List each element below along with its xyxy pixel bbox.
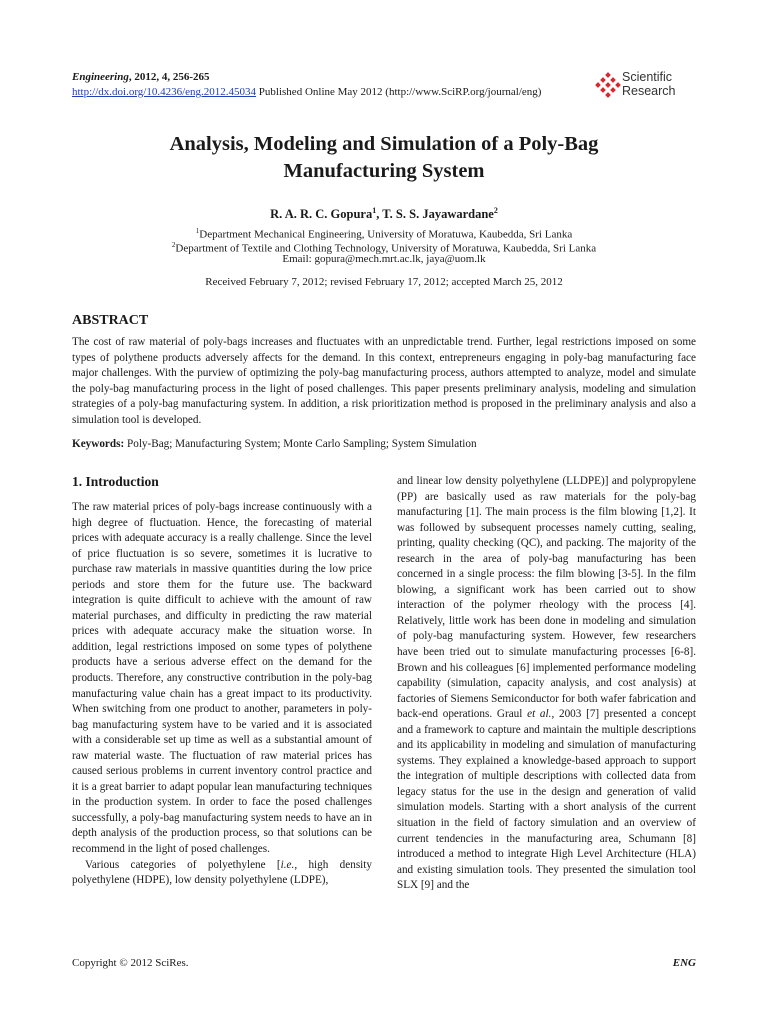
- affiliation-1: $^1$Department Mechanical Engineering, University of Moratuwa, Kaubedda, Sri Lanka: [195, 227, 573, 241]
- section-heading-introduction: 1. Introduction: [72, 474, 159, 489]
- left-column: [72, 500, 372, 889]
- received-dates: Received February 7, 2012; revised February 17, 2012; accepted March 25, 2012: [205, 276, 563, 288]
- paragraph-1: The raw material prices of poly-bags increase continuously with a high degree of fluctuation. Hence, the forecasting of material prices with adequate accuracy is a really challenge. Since the level of price fluctuation is so severe, sometimes it is lucrative to purchase raw materials in massive quantities during the low price periods and store them for the future use. The backward integration is quite difficult to achieve with the amount of raw material purchases, and difficulty in predicting the raw material prices with adequate accuracy make the situation worse. In addition, legal restrictions imposed on some types of polythene products have a serious adverse effect on the demand for the products. Therefore, any constructive contribution in the poly-bag manufacturing value chain has a great impact to its productivity. When switching from one product to another, parameters in poly-bag manufacturing system have to be varied and it is associated with a considerable set up time as well as a substantial amount of raw material waste. The fluctuation of raw material prices has caused serious problems in current inventory control practice and it is a great barrier to adapt popular lean manufacturing techniques in the production system. In order to face the posed challenges successfully, a poly-bag manufacturing system needs to have an in depth analysis of the production process, so that solutions can be recommend in the light of posed challenges.: [72, 501, 372, 856]
- paper-title: Analysis, Modeling and Simulation of a Poly-Bag Manufacturing System: [169, 133, 599, 182]
- publisher-logo: [595, 70, 705, 102]
- right-column: [397, 474, 696, 894]
- paragraph-3: and linear low density polyethylene (LLDPE)] and polypropylene (PP) are basically used as raw materials for the poly-bag manufacturing [1]. The main process is the film blowing [1,2]. It was followed by subsequent processes namely cutting, sealing, printing, quality checking (QC), and packing. The majority of the research in the area of poly-bag manufacturing has been concerned in a single process: the film blowing [3-5]. In the film blowing, a significant work has been carried out to show interaction of the polymer rheology with the process [4]. Relatively, little work has been done in modeling and simulation of poly-bag manufacturing system. However, few researchers have been tried out to simulate manufacturing processes [6-8]. Brown and his colleagues [6] implemented performance modeling capability (simulation, capacity analysis, and cost analysis) at factories of Siemens Semiconductor for both wafer fabrication and back-end operations. Graul et al., 2003 [7] presented a concept and a framework to capture and maintain the multiple descriptions and its applicability in modeling and simulation of manufacturing systems. They explained a knowledge-based approach to support the integration of multiple descriptions with collected data from legacy status for the use in the design and generation of valid simulation models. Starting with a short analysis of the current situation in the field of factory simulation and an overview of current tendencies in the manufacturing area, Schumann [8] introduced a method to integrate High Level Architecture (HLA) and existing simulation tools. They presented the simulation tool SLX [9] and the: [397, 475, 696, 892]
- author-list: R. A. R. C. Gopura$^1$, T. S. S. Jayawardane$^2$: [270, 206, 498, 222]
- abstract-text: The cost of raw material of poly-bags increases and fluctuates with an unpredictable trend. Further, legal restrictions imposed on some types of polythene products adversely affects for the demand. In this context, entrepreneurs engaging in poly-bag manufacturing face major challenges. With the purview of optimizing the poly-bag manufacturing process, authors attempted to analyze, model and simulate the poly-bag manufacturing process in the light of posed challenges. This paper presents preliminary analysis, modeling and simulation strategies of a poly-bag manufacturing system. In addition, a risk prioritization method is proposed in the preliminary analysis and also a simulation tool is developed.: [72, 336, 696, 426]
- journal-abbreviation: ENG: [672, 957, 696, 969]
- affiliation-2: $^2$Department of Textile and Clothing Technology, University of Moratuwa, Kaubedda, Sri Lanka: [171, 241, 597, 255]
- author-email: Email: gopura@mech.mrt.ac.lk, jaya@uom.lk: [282, 253, 486, 265]
- doi-link[interactable]: http://dx.doi.org/10.4236/eng.2012.45034: [72, 86, 257, 98]
- paragraph-2: Various categories of polyethylene [i.e., high density polyethylene (HDPE), low density polyethylene (LDPE),: [72, 858, 372, 887]
- copyright: Copyright © 2012 SciRes.: [72, 957, 189, 969]
- published-info: Published Online May 2012 (http://www.SciRP.org/journal/eng): [256, 86, 542, 98]
- logo-text: Scientific Research: [622, 70, 676, 98]
- page-footer: [72, 957, 696, 969]
- keywords: Keywords: Poly-Bag; Manufacturing System; Monte Carlo Sampling; System Simulation: [72, 438, 477, 450]
- abstract-heading: ABSTRACT: [72, 313, 149, 328]
- journal-name: Engineering, 2012, 4, 256-265: [72, 71, 210, 83]
- scientific-research-logo-icon: [595, 72, 621, 98]
